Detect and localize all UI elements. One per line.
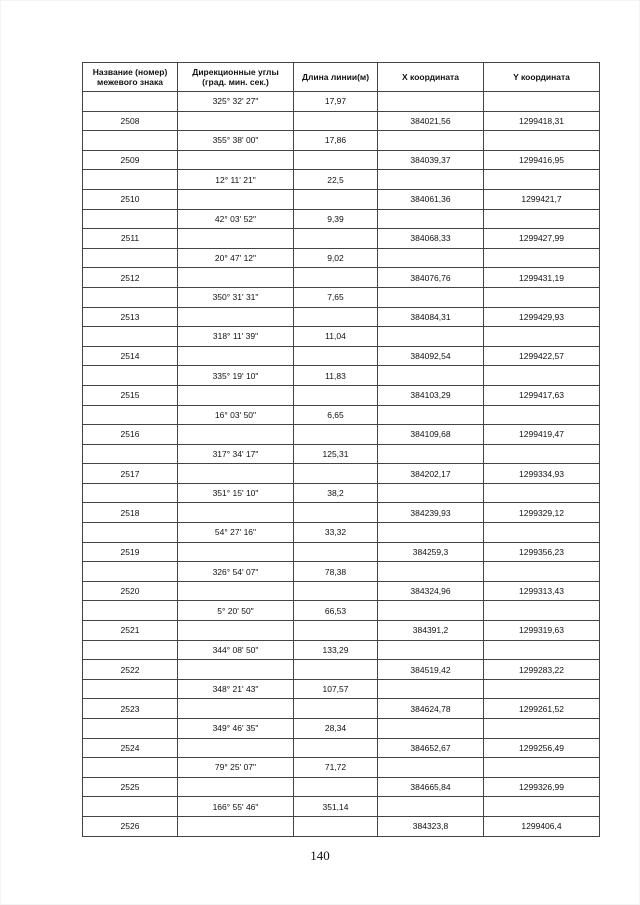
cell-x-coord — [378, 640, 484, 660]
header-mark-name — [83, 63, 178, 92]
cell-line-length: 125,31 — [294, 444, 378, 464]
cell-line-length: 6,65 — [294, 405, 378, 425]
cell-bearing: 79° 25' 07" — [178, 758, 294, 778]
cell-line-length: 133,29 — [294, 640, 378, 660]
cell-bearing: 20° 47' 12" — [178, 248, 294, 268]
cell-line-length: 17,86 — [294, 131, 378, 151]
cell-mark-name: 2520 — [83, 581, 178, 601]
cell-bearing: 5° 20' 50" — [178, 601, 294, 621]
cell-bearing — [178, 229, 294, 249]
cell-bearing: 54° 27' 16" — [178, 523, 294, 543]
cell-line-length — [294, 385, 378, 405]
cell-mark-name — [83, 92, 178, 112]
cell-mark-name: 2517 — [83, 464, 178, 484]
cell-bearing: 351° 15' 10" — [178, 483, 294, 503]
cell-line-length — [294, 660, 378, 680]
cell-x-coord — [378, 209, 484, 229]
cell-bearing: 344° 08' 50" — [178, 640, 294, 660]
table-row — [83, 150, 600, 170]
cell-line-length: 33,32 — [294, 523, 378, 543]
cell-y-coord — [484, 366, 600, 386]
cell-mark-name — [83, 131, 178, 151]
cell-bearing — [178, 189, 294, 209]
cell-line-length — [294, 699, 378, 719]
cell-y-coord: 1299319,63 — [484, 621, 600, 641]
cell-mark-name — [83, 170, 178, 190]
cell-y-coord: 1299283,22 — [484, 660, 600, 680]
cell-y-coord — [484, 170, 600, 190]
cell-line-length — [294, 738, 378, 758]
cell-x-coord: 384039,37 — [378, 150, 484, 170]
cell-line-length — [294, 346, 378, 366]
table-row — [83, 660, 600, 680]
cell-mark-name: 2518 — [83, 503, 178, 523]
cell-y-coord — [484, 758, 600, 778]
cell-line-length: 11,04 — [294, 327, 378, 347]
page-number: 140 — [310, 848, 330, 863]
cell-mark-name — [83, 405, 178, 425]
cell-y-coord — [484, 679, 600, 699]
cell-x-coord — [378, 679, 484, 699]
cell-y-coord: 1299431,19 — [484, 268, 600, 288]
header-line: Дирекционные углы — [192, 67, 279, 77]
cell-mark-name: 2524 — [83, 738, 178, 758]
cell-bearing — [178, 816, 294, 836]
table-row — [83, 738, 600, 758]
cell-mark-name — [83, 679, 178, 699]
cell-bearing — [178, 346, 294, 366]
cell-line-length: 38,2 — [294, 483, 378, 503]
cell-line-length — [294, 229, 378, 249]
table-row — [83, 444, 600, 464]
table-row — [83, 758, 600, 778]
cell-y-coord — [484, 131, 600, 151]
cell-bearing — [178, 307, 294, 327]
header-x-coord — [378, 63, 484, 92]
cell-y-coord: 1299256,49 — [484, 738, 600, 758]
cell-y-coord: 1299417,63 — [484, 385, 600, 405]
cell-mark-name: 2514 — [83, 346, 178, 366]
cell-x-coord: 384202,17 — [378, 464, 484, 484]
cell-mark-name — [83, 601, 178, 621]
cell-line-length — [294, 816, 378, 836]
cell-mark-name — [83, 327, 178, 347]
cell-mark-name: 2510 — [83, 189, 178, 209]
cell-bearing: 335° 19' 10" — [178, 366, 294, 386]
cell-y-coord — [484, 797, 600, 817]
table-row — [83, 366, 600, 386]
table-row — [83, 601, 600, 621]
cell-y-coord — [484, 523, 600, 543]
cell-y-coord — [484, 444, 600, 464]
cell-line-length — [294, 307, 378, 327]
table-row — [83, 170, 600, 190]
table-row — [83, 699, 600, 719]
table-row — [83, 229, 600, 249]
cell-line-length: 107,57 — [294, 679, 378, 699]
cell-y-coord: 1299422,57 — [484, 346, 600, 366]
cell-x-coord — [378, 366, 484, 386]
cell-x-coord — [378, 797, 484, 817]
cell-x-coord: 384092,54 — [378, 346, 484, 366]
table-row — [83, 464, 600, 484]
cell-line-length: 22,5 — [294, 170, 378, 190]
table-row — [83, 562, 600, 582]
cell-mark-name — [83, 523, 178, 543]
cell-line-length: 17,97 — [294, 92, 378, 112]
table-row — [83, 405, 600, 425]
cell-x-coord — [378, 327, 484, 347]
cell-mark-name: 2511 — [83, 229, 178, 249]
header-line: X координата — [402, 72, 459, 82]
table-row — [83, 719, 600, 739]
cell-x-coord: 384084,31 — [378, 307, 484, 327]
cell-mark-name: 2508 — [83, 111, 178, 131]
cell-x-coord — [378, 523, 484, 543]
cell-bearing — [178, 150, 294, 170]
cell-y-coord — [484, 719, 600, 739]
cell-mark-name — [83, 562, 178, 582]
cell-y-coord — [484, 209, 600, 229]
table-row — [83, 248, 600, 268]
cell-y-coord: 1299416,95 — [484, 150, 600, 170]
cell-y-coord: 1299261,52 — [484, 699, 600, 719]
table-row — [83, 111, 600, 131]
cell-mark-name: 2526 — [83, 816, 178, 836]
cell-line-length — [294, 189, 378, 209]
cell-line-length — [294, 268, 378, 288]
table-row — [83, 503, 600, 523]
cell-bearing: 348° 21' 43" — [178, 679, 294, 699]
cell-x-coord — [378, 562, 484, 582]
table-row — [83, 523, 600, 543]
cell-line-length — [294, 542, 378, 562]
cell-x-coord — [378, 405, 484, 425]
cell-line-length: 66,53 — [294, 601, 378, 621]
cell-y-coord — [484, 640, 600, 660]
cell-bearing: 355° 38' 00" — [178, 131, 294, 151]
cell-mark-name: 2515 — [83, 385, 178, 405]
cell-y-coord — [484, 601, 600, 621]
cell-x-coord: 384021,56 — [378, 111, 484, 131]
cell-mark-name — [83, 287, 178, 307]
cell-x-coord — [378, 758, 484, 778]
cell-y-coord — [484, 287, 600, 307]
cell-y-coord — [484, 92, 600, 112]
cell-y-coord — [484, 248, 600, 268]
cell-y-coord — [484, 483, 600, 503]
cell-y-coord: 1299313,43 — [484, 581, 600, 601]
cell-y-coord: 1299356,23 — [484, 542, 600, 562]
cell-x-coord — [378, 287, 484, 307]
boundary-marks-table — [82, 62, 600, 837]
table-row — [83, 189, 600, 209]
cell-x-coord: 384665,84 — [378, 777, 484, 797]
cell-x-coord — [378, 719, 484, 739]
cell-bearing: 318° 11' 39" — [178, 327, 294, 347]
table-row — [83, 542, 600, 562]
cell-x-coord: 384061,36 — [378, 189, 484, 209]
cell-mark-name — [83, 640, 178, 660]
table-row — [83, 425, 600, 445]
cell-bearing: 16° 03' 50" — [178, 405, 294, 425]
table-row — [83, 268, 600, 288]
cell-line-length — [294, 425, 378, 445]
cell-x-coord: 384259,3 — [378, 542, 484, 562]
cell-x-coord — [378, 170, 484, 190]
table-body — [83, 92, 600, 837]
cell-x-coord — [378, 601, 484, 621]
cell-mark-name: 2521 — [83, 621, 178, 641]
cell-y-coord: 1299406,4 — [484, 816, 600, 836]
cell-line-length: 7,65 — [294, 287, 378, 307]
cell-y-coord — [484, 405, 600, 425]
cell-mark-name — [83, 797, 178, 817]
table-row — [83, 483, 600, 503]
table-row — [83, 346, 600, 366]
cell-bearing: 166° 55' 46" — [178, 797, 294, 817]
cell-mark-name: 2516 — [83, 425, 178, 445]
cell-x-coord: 384323,8 — [378, 816, 484, 836]
cell-mark-name — [83, 444, 178, 464]
cell-line-length: 351,14 — [294, 797, 378, 817]
table-row — [83, 307, 600, 327]
header-line: Название (номер) — [92, 67, 168, 77]
header-line-length — [294, 63, 378, 92]
cell-mark-name: 2522 — [83, 660, 178, 680]
cell-mark-name — [83, 758, 178, 778]
cell-bearing — [178, 385, 294, 405]
cell-line-length — [294, 111, 378, 131]
cell-y-coord: 1299334,93 — [484, 464, 600, 484]
cell-y-coord: 1299421,7 — [484, 189, 600, 209]
cell-mark-name — [83, 248, 178, 268]
cell-bearing — [178, 660, 294, 680]
cell-x-coord: 384652,67 — [378, 738, 484, 758]
cell-x-coord: 384519,42 — [378, 660, 484, 680]
cell-x-coord: 384068,33 — [378, 229, 484, 249]
cell-bearing — [178, 581, 294, 601]
cell-bearing — [178, 777, 294, 797]
cell-mark-name: 2523 — [83, 699, 178, 719]
cell-line-length: 9,02 — [294, 248, 378, 268]
cell-bearing — [178, 738, 294, 758]
cell-y-coord — [484, 562, 600, 582]
cell-mark-name: 2519 — [83, 542, 178, 562]
cell-x-coord — [378, 131, 484, 151]
cell-bearing — [178, 425, 294, 445]
table-row — [83, 621, 600, 641]
cell-bearing: 42° 03' 52" — [178, 209, 294, 229]
cell-y-coord — [484, 327, 600, 347]
cell-line-length: 78,38 — [294, 562, 378, 582]
cell-bearing — [178, 542, 294, 562]
cell-bearing — [178, 621, 294, 641]
cell-x-coord: 384076,76 — [378, 268, 484, 288]
table-row — [83, 209, 600, 229]
cell-x-coord — [378, 483, 484, 503]
table-header-row — [83, 63, 600, 92]
cell-bearing — [178, 111, 294, 131]
cell-bearing — [178, 464, 294, 484]
cell-x-coord: 384624,78 — [378, 699, 484, 719]
cell-y-coord: 1299326,99 — [484, 777, 600, 797]
table-row — [83, 131, 600, 151]
cell-bearing: 317° 34' 17" — [178, 444, 294, 464]
cell-line-length: 11,83 — [294, 366, 378, 386]
table-row — [83, 679, 600, 699]
cell-mark-name: 2509 — [83, 150, 178, 170]
cell-y-coord: 1299418,31 — [484, 111, 600, 131]
cell-bearing — [178, 268, 294, 288]
table-row — [83, 777, 600, 797]
table-row — [83, 92, 600, 112]
table-row — [83, 327, 600, 347]
table-row — [83, 797, 600, 817]
cell-line-length — [294, 150, 378, 170]
table-row — [83, 640, 600, 660]
cell-x-coord — [378, 444, 484, 464]
table-row — [83, 581, 600, 601]
cell-mark-name — [83, 483, 178, 503]
cell-line-length: 71,72 — [294, 758, 378, 778]
cell-bearing: 326° 54' 07" — [178, 562, 294, 582]
cell-bearing: 325° 32' 27" — [178, 92, 294, 112]
cell-x-coord — [378, 92, 484, 112]
header-line: Y координата — [513, 72, 570, 82]
cell-y-coord: 1299419,47 — [484, 425, 600, 445]
header-y-coord — [484, 63, 600, 92]
cell-mark-name: 2525 — [83, 777, 178, 797]
cell-mark-name — [83, 719, 178, 739]
cell-x-coord: 384103,29 — [378, 385, 484, 405]
cell-line-length — [294, 464, 378, 484]
header-line: межевого знака — [97, 77, 163, 87]
cell-line-length — [294, 621, 378, 641]
cell-x-coord — [378, 248, 484, 268]
cell-mark-name: 2512 — [83, 268, 178, 288]
cell-mark-name: 2513 — [83, 307, 178, 327]
cell-y-coord: 1299429,93 — [484, 307, 600, 327]
cell-x-coord: 384324,96 — [378, 581, 484, 601]
header-line: Длина линии(м) — [301, 72, 370, 82]
cell-y-coord: 1299329,12 — [484, 503, 600, 523]
cell-mark-name — [83, 366, 178, 386]
cell-bearing: 350° 31' 31" — [178, 287, 294, 307]
cell-line-length: 9,39 — [294, 209, 378, 229]
cell-bearing — [178, 503, 294, 523]
header-bearing — [178, 63, 294, 92]
cell-x-coord: 384391,2 — [378, 621, 484, 641]
cell-line-length: 28,34 — [294, 719, 378, 739]
table-row — [83, 816, 600, 836]
table-row — [83, 385, 600, 405]
cell-y-coord: 1299427,99 — [484, 229, 600, 249]
cell-bearing — [178, 699, 294, 719]
cell-line-length — [294, 777, 378, 797]
cell-line-length — [294, 581, 378, 601]
cell-bearing: 12° 11' 21" — [178, 170, 294, 190]
cell-x-coord: 384109,68 — [378, 425, 484, 445]
cell-x-coord: 384239,93 — [378, 503, 484, 523]
cell-line-length — [294, 503, 378, 523]
cell-mark-name — [83, 209, 178, 229]
cell-bearing: 349° 46' 35" — [178, 719, 294, 739]
table-row — [83, 287, 600, 307]
header-line: (град. мин. сек.) — [202, 77, 269, 87]
